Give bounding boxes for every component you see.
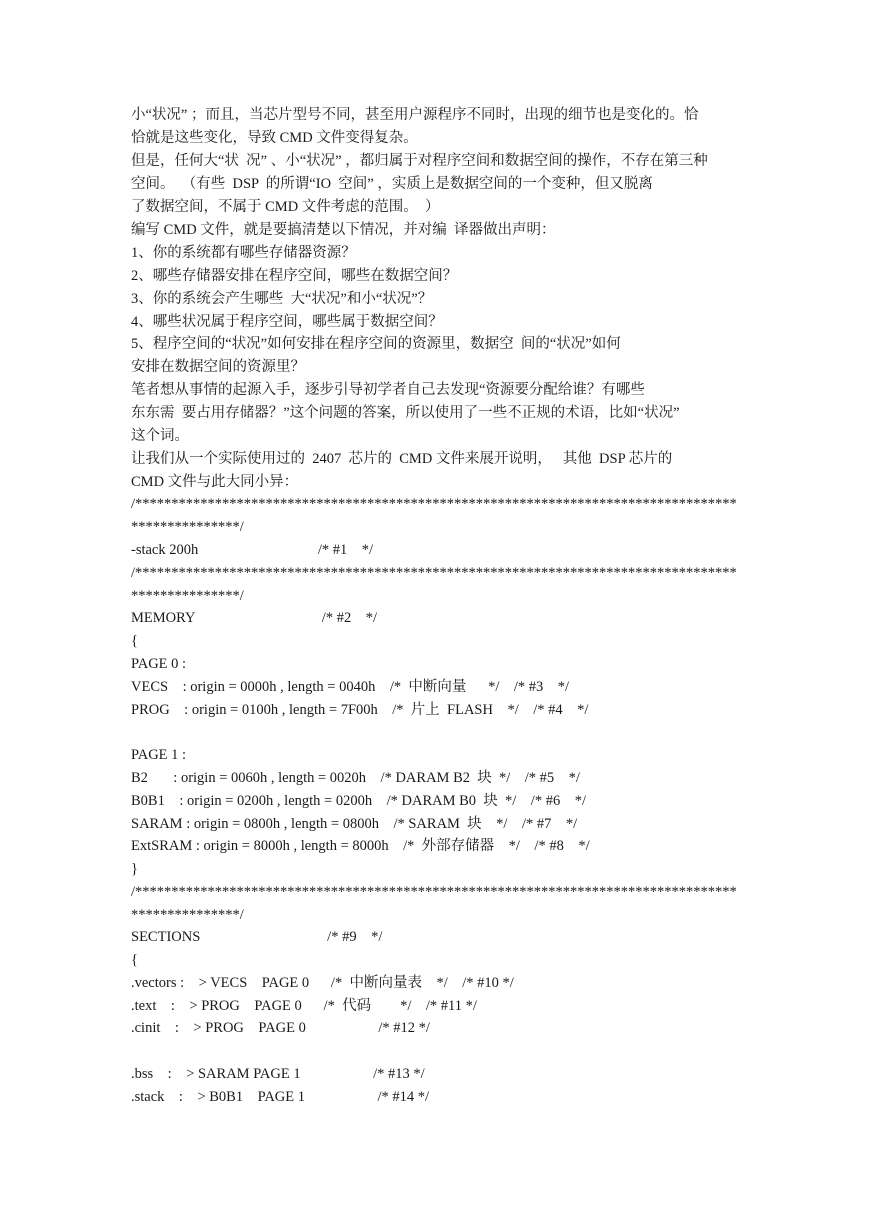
code-line: .cinit : > PROG PAGE 0 /* #12 */ xyxy=(131,1020,430,1036)
code-line: .vectors : > VECS PAGE 0 /* 中断向量表 */ /* #10 */ xyxy=(131,975,514,991)
list-item: 5、程序空间的“状况”如何安排在程序空间的资源里，数据空 间的“状况”如何 xyxy=(131,336,621,352)
text-line: 东东需 要占用存储器？”这个问题的答案，所以使用了一些不正规的术语，比如“状况” xyxy=(131,405,680,421)
code-line: SECTIONS /* #9 */ xyxy=(131,929,383,945)
code-line: VECS : origin = 0000h , length = 0040h /* 中断向量 */ /* #3 */ xyxy=(131,679,570,695)
code-line: PROG : origin = 0100h , length = 7F00h /* 片上 FLASH */ /* #4 */ xyxy=(131,702,589,718)
list-item: 3、你的系统会产生哪些 大“状况”和小“状况”？ xyxy=(131,291,433,307)
list-item: 1、你的系统都有哪些存储器资源？ xyxy=(131,245,356,261)
code-line: PAGE 0 : xyxy=(131,656,187,672)
text-line: 编写 CMD 文件，就是要搞清楚以下情况，并对编 译器做出声明： xyxy=(131,222,556,238)
code-comment-line: /*********************************************************************************** xyxy=(131,496,737,512)
text-line: 这个词。 xyxy=(131,428,189,444)
code-line: .text : > PROG PAGE 0 /* 代码 */ /* #11 */ xyxy=(131,998,477,1014)
code-comment-line: ***************/ xyxy=(131,588,244,604)
text-line: 但是，任何大“状 况” 、小“状况” ，都归属于对程序空间和数据空间的操作，不存在第三种 xyxy=(131,153,708,169)
code-line: .bss : > SARAM PAGE 1 /* #13 */ xyxy=(131,1066,425,1082)
code-line: SARAM : origin = 0800h , length = 0800h /* SARAM 块 */ /* #7 */ xyxy=(131,816,578,832)
code-comment-line: /*********************************************************************************** xyxy=(131,884,737,900)
text-line: 空间。 （有些 DSP 的所谓“IO 空间” ，实质上是数据空间的一个变种，但又脱离 xyxy=(131,176,653,192)
code-line: -stack 200h /* #1 */ xyxy=(131,542,374,558)
code-line: ExtSRAM : origin = 8000h , length = 8000h /* 外部存储器 */ /* #8 */ xyxy=(131,838,590,854)
code-line: PAGE 1 : xyxy=(131,747,187,763)
text-line: 了数据空间，不属于 CMD 文件考虑的范围。 ） xyxy=(131,199,440,215)
text-line: 恰就是这些变化，导致 CMD 文件变得复杂。 xyxy=(131,130,418,146)
text-line: CMD 文件与此大同小异： xyxy=(131,474,299,490)
code-comment-line: ***************/ xyxy=(131,519,244,535)
code-comment-line: ***************/ xyxy=(131,907,244,923)
text-line: 安排在数据空间的资源里？ xyxy=(131,359,305,375)
text-line: 让我们从一个实际使用过的 2407 芯片的 CMD 文件来展开说明， 其他 DSP 芯片的 xyxy=(131,451,673,467)
list-item: 2、哪些存储器安排在程序空间，哪些在数据空间？ xyxy=(131,268,458,284)
text-line: 笔者想从事情的起源入手，逐步引导初学者自己去发现“资源要分配给谁？有哪些 xyxy=(131,382,645,398)
code-line: .stack : > B0B1 PAGE 1 /* #14 */ xyxy=(131,1089,430,1105)
code-line: { xyxy=(131,952,138,968)
code-comment-line: /*********************************************************************************** xyxy=(131,565,737,581)
text-line: 小“状况” ；而且，当芯片型号不同，甚至用户源程序不同时，出现的细节也是变化的。恰 xyxy=(131,107,699,123)
code-line: { xyxy=(131,633,138,649)
code-line: B0B1 : origin = 0200h , length = 0200h /* DARAM B0 块 */ /* #6 */ xyxy=(131,793,586,809)
code-line: B2 : origin = 0060h , length = 0020h /* DARAM B2 块 */ /* #5 */ xyxy=(131,770,580,786)
code-line: MEMORY /* #2 */ xyxy=(131,610,377,626)
list-item: 4、哪些状况属于程序空间，哪些属于数据空间？ xyxy=(131,314,443,330)
code-line: } xyxy=(131,861,138,877)
